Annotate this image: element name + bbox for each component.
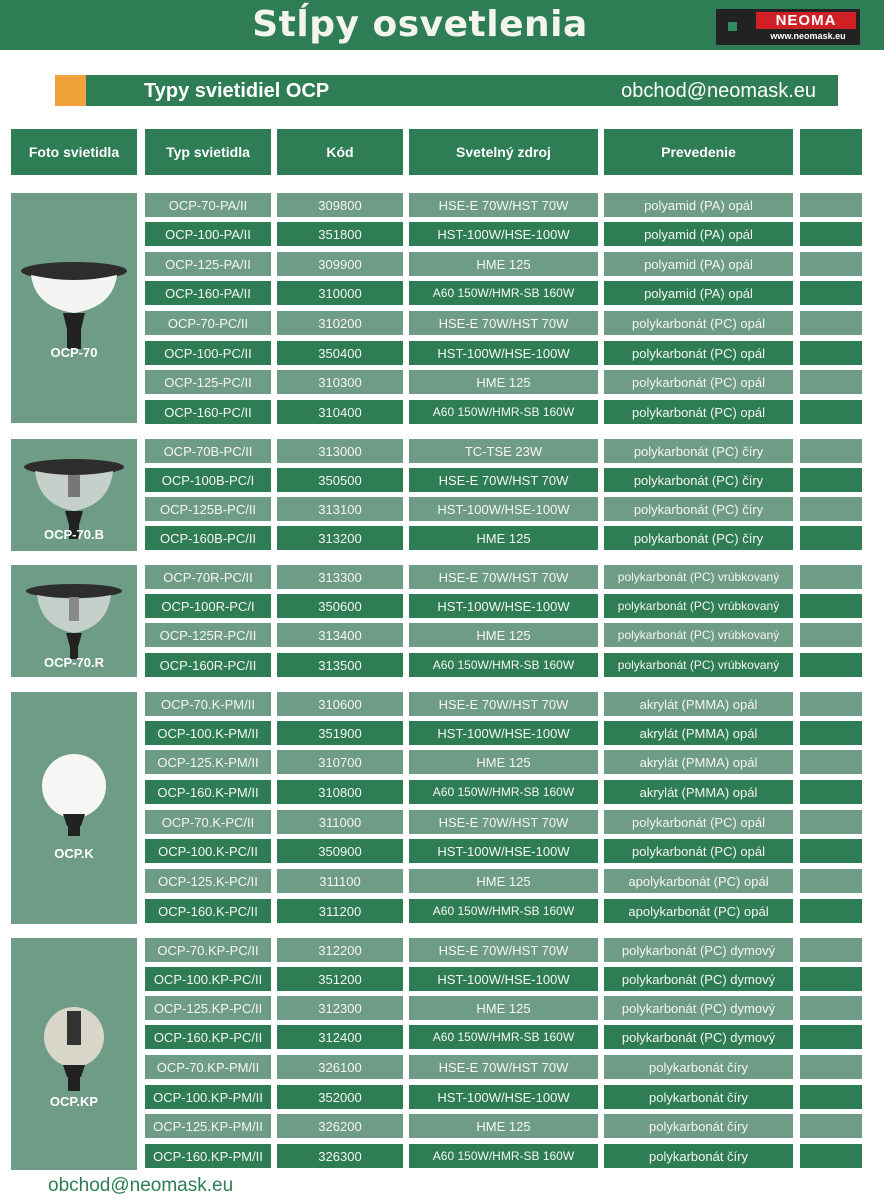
cell-prevedenie: akrylát (PMMA) opál [604, 692, 793, 716]
logo-url: www.neomask.eu [770, 31, 846, 41]
neoma-logo [716, 9, 860, 45]
cell-extra [800, 222, 862, 246]
photo-cell [11, 193, 137, 423]
cell-typ: OCP-125R-PC/II [145, 623, 271, 647]
cell-extra [800, 869, 862, 893]
cell-extra [800, 1055, 862, 1079]
cell-kod: 312400 [277, 1025, 403, 1049]
photo-cell [11, 565, 137, 677]
cell-zdroj: HME 125 [409, 869, 598, 893]
subtitle: Typy svietidiel OCP [144, 80, 330, 102]
cell-prevedenie: polyamid (PA) opál [604, 193, 793, 217]
cell-zdroj: HME 125 [409, 996, 598, 1020]
header-prevedenie: Prevedenie [604, 129, 793, 175]
cell-extra [800, 653, 862, 677]
cell-extra [800, 468, 862, 492]
header-extra [800, 129, 862, 175]
cell-extra [800, 341, 862, 365]
photo-cell [11, 938, 137, 1170]
cell-kod: 312200 [277, 938, 403, 962]
cell-typ: OCP-125.KP-PM/II [145, 1114, 271, 1138]
cell-kod: 313000 [277, 439, 403, 463]
cell-prevedenie: apolykarbonát (PC) opál [604, 899, 793, 923]
cell-zdroj: HST-100W/HSE-100W [409, 1085, 598, 1109]
cell-typ: OCP-100-PA/II [145, 222, 271, 246]
cell-zdroj: A60 150W/HMR-SB 160W [409, 653, 598, 677]
cell-kod: 351200 [277, 967, 403, 991]
cell-zdroj: HSE-E 70W/HST 70W [409, 810, 598, 834]
cell-prevedenie: polykarbonát (PC) vrúbkovaný [604, 565, 793, 589]
lamp-label: OCP-70.R [44, 655, 104, 670]
logo-name: NEOMA [756, 12, 856, 29]
cell-extra [800, 899, 862, 923]
cell-zdroj: HSE-E 70W/HST 70W [409, 938, 598, 962]
cell-zdroj: HST-100W/HSE-100W [409, 222, 598, 246]
cell-prevedenie: akrylát (PMMA) opál [604, 750, 793, 774]
cell-kod: 310400 [277, 400, 403, 424]
cell-prevedenie: polykarbonát (PC) dymový [604, 996, 793, 1020]
cell-typ: OCP-100.KP-PC/II [145, 967, 271, 991]
cell-zdroj: HST-100W/HSE-100W [409, 967, 598, 991]
cell-kod: 309800 [277, 193, 403, 217]
cell-kod: 350400 [277, 341, 403, 365]
cell-extra [800, 594, 862, 618]
cell-zdroj: HST-100W/HSE-100W [409, 497, 598, 521]
cell-kod: 313200 [277, 526, 403, 550]
header-foto: Foto svietidla [11, 129, 137, 175]
cell-typ: OCP-100.K-PC/II [145, 839, 271, 863]
cell-kod: 350900 [277, 839, 403, 863]
cell-zdroj: HME 125 [409, 526, 598, 550]
cell-prevedenie: polykarbonát (PC) opál [604, 810, 793, 834]
title-bar [0, 0, 884, 50]
cell-typ: OCP-125.K-PM/II [145, 750, 271, 774]
cell-prevedenie: polyamid (PA) opál [604, 252, 793, 276]
cell-prevedenie: polykarbonát (PC) číry [604, 439, 793, 463]
cell-prevedenie: polykarbonát (PC) vrúbkovaný [604, 623, 793, 647]
cell-zdroj: HSE-E 70W/HST 70W [409, 468, 598, 492]
cell-prevedenie: polykarbonát (PC) opál [604, 839, 793, 863]
cell-typ: OCP-100B-PC/I [145, 468, 271, 492]
cell-zdroj: HSE-E 70W/HST 70W [409, 1055, 598, 1079]
cell-typ: OCP-160.K-PC/II [145, 899, 271, 923]
photo-cell [11, 692, 137, 924]
cell-prevedenie: polykarbonát číry [604, 1085, 793, 1109]
cell-extra [800, 721, 862, 745]
cell-extra [800, 967, 862, 991]
cell-extra [800, 497, 862, 521]
cell-typ: OCP-70.KP-PM/II [145, 1055, 271, 1079]
cell-typ: OCP-70B-PC/II [145, 439, 271, 463]
cell-extra [800, 780, 862, 804]
cell-extra [800, 692, 862, 716]
cell-zdroj: HSE-E 70W/HST 70W [409, 565, 598, 589]
cell-zdroj: HSE-E 70W/HST 70W [409, 311, 598, 335]
cell-typ: OCP-70-PA/II [145, 193, 271, 217]
header-email: obchod@neomask.eu [621, 80, 816, 102]
lamp-label: OCP.KP [49, 1094, 99, 1109]
cell-typ: OCP-125.KP-PC/II [145, 996, 271, 1020]
cell-kod: 326200 [277, 1114, 403, 1138]
cell-typ: OCP-70.K-PM/II [145, 692, 271, 716]
lamp-image [11, 1003, 137, 1108]
cell-typ: OCP-160.K-PM/II [145, 780, 271, 804]
cell-typ: OCP-70R-PC/II [145, 565, 271, 589]
cell-zdroj: A60 150W/HMR-SB 160W [409, 1144, 598, 1168]
cell-zdroj: HSE-E 70W/HST 70W [409, 193, 598, 217]
cell-extra [800, 193, 862, 217]
cell-prevedenie: polykarbonát (PC) dymový [604, 967, 793, 991]
cell-kod: 311100 [277, 869, 403, 893]
cell-extra [800, 1114, 862, 1138]
cell-typ: OCP-160B-PC/II [145, 526, 271, 550]
cell-kod: 310800 [277, 780, 403, 804]
cell-typ: OCP-70.KP-PC/II [145, 938, 271, 962]
cell-typ: OCP-100.KP-PM/II [145, 1085, 271, 1109]
cell-extra [800, 400, 862, 424]
cell-extra [800, 623, 862, 647]
cell-zdroj: HST-100W/HSE-100W [409, 839, 598, 863]
cell-extra [800, 1025, 862, 1049]
cell-zdroj: HST-100W/HSE-100W [409, 594, 598, 618]
subtitle-bar [86, 75, 838, 106]
cell-kod: 352000 [277, 1085, 403, 1109]
cell-prevedenie: polykarbonát (PC) opál [604, 311, 793, 335]
cell-zdroj: HST-100W/HSE-100W [409, 341, 598, 365]
cell-kod: 311200 [277, 899, 403, 923]
lamp-label: OCP-70.B [44, 527, 104, 542]
page-title: Stĺpy osvetlenia [252, 4, 588, 45]
cell-typ: OCP-125-PC/II [145, 370, 271, 394]
cell-typ: OCP-100.K-PM/II [145, 721, 271, 745]
cell-prevedenie: polykarbonát (PC) opál [604, 370, 793, 394]
cell-extra [800, 750, 862, 774]
cell-typ: OCP-70.K-PC/II [145, 810, 271, 834]
lamp-label: OCP.K [54, 846, 94, 861]
cell-kod: 310000 [277, 281, 403, 305]
cell-zdroj: HME 125 [409, 623, 598, 647]
cell-zdroj: HME 125 [409, 252, 598, 276]
cell-prevedenie: akrylát (PMMA) opál [604, 780, 793, 804]
cell-kod: 310600 [277, 692, 403, 716]
cell-extra [800, 810, 862, 834]
cell-prevedenie: polykarbonát číry [604, 1114, 793, 1138]
cell-prevedenie: polykarbonát (PC) opál [604, 400, 793, 424]
cell-prevedenie: polykarbonát (PC) opál [604, 341, 793, 365]
cell-kod: 313300 [277, 565, 403, 589]
cell-typ: OCP-100-PC/II [145, 341, 271, 365]
cell-kod: 326300 [277, 1144, 403, 1168]
cell-zdroj: A60 150W/HMR-SB 160W [409, 400, 598, 424]
cell-typ: OCP-160-PA/II [145, 281, 271, 305]
cell-zdroj: TC-TSE 23W [409, 439, 598, 463]
cell-kod: 351800 [277, 222, 403, 246]
cell-zdroj: HST-100W/HSE-100W [409, 721, 598, 745]
cell-extra [800, 439, 862, 463]
cell-typ: OCP-160.KP-PC/II [145, 1025, 271, 1049]
cell-kod: 312300 [277, 996, 403, 1020]
cell-extra [800, 1085, 862, 1109]
cell-prevedenie: polykarbonát (PC) dymový [604, 938, 793, 962]
lamp-label: OCP-70 [50, 345, 98, 360]
cell-prevedenie: polykarbonát číry [604, 1144, 793, 1168]
header-kod: Kód [277, 129, 403, 175]
cell-zdroj: A60 150W/HMR-SB 160W [409, 281, 598, 305]
cell-kod: 326100 [277, 1055, 403, 1079]
cell-typ: OCP-125.K-PC/II [145, 869, 271, 893]
cell-prevedenie: polykarbonát (PC) číry [604, 468, 793, 492]
cell-extra [800, 311, 862, 335]
cell-extra [800, 565, 862, 589]
cell-kod: 313100 [277, 497, 403, 521]
cell-zdroj: A60 150W/HMR-SB 160W [409, 780, 598, 804]
cell-zdroj: A60 150W/HMR-SB 160W [409, 899, 598, 923]
cell-kod: 309900 [277, 252, 403, 276]
cell-extra [800, 938, 862, 962]
cell-kod: 350500 [277, 468, 403, 492]
cell-extra [800, 996, 862, 1020]
cell-typ: OCP-125-PA/II [145, 252, 271, 276]
cell-prevedenie: polykarbonát (PC) vrúbkovaný [604, 594, 793, 618]
cell-prevedenie: polykarbonát číry [604, 1055, 793, 1079]
cell-extra [800, 281, 862, 305]
cell-extra [800, 526, 862, 550]
cell-extra [800, 1144, 862, 1168]
cell-kod: 310300 [277, 370, 403, 394]
cell-extra [800, 370, 862, 394]
footer-email: obchod@neomask.eu [48, 1175, 234, 1196]
cell-prevedenie: polyamid (PA) opál [604, 281, 793, 305]
cell-prevedenie: polykarbonát (PC) dymový [604, 1025, 793, 1049]
cell-typ: OCP-160-PC/II [145, 400, 271, 424]
cell-prevedenie: polykarbonát (PC) číry [604, 526, 793, 550]
cell-extra [800, 839, 862, 863]
cell-kod: 313500 [277, 653, 403, 677]
photo-cell [11, 439, 137, 551]
cell-kod: 350600 [277, 594, 403, 618]
cell-typ: OCP-70-PC/II [145, 311, 271, 335]
cell-kod: 310700 [277, 750, 403, 774]
cell-typ: OCP-125B-PC/II [145, 497, 271, 521]
cell-zdroj: A60 150W/HMR-SB 160W [409, 1025, 598, 1049]
header-zdroj: Svetelný zdroj [409, 129, 598, 175]
logo-square-icon [728, 22, 737, 31]
cell-prevedenie: apolykarbonát (PC) opál [604, 869, 793, 893]
orange-accent-block [55, 75, 86, 106]
cell-prevedenie: polyamid (PA) opál [604, 222, 793, 246]
cell-kod: 311000 [277, 810, 403, 834]
lamp-image [11, 453, 137, 558]
cell-zdroj: HME 125 [409, 1114, 598, 1138]
cell-typ: OCP-160R-PC/II [145, 653, 271, 677]
lamp-image [11, 752, 137, 857]
cell-prevedenie: akrylát (PMMA) opál [604, 721, 793, 745]
cell-kod: 313400 [277, 623, 403, 647]
cell-zdroj: HSE-E 70W/HST 70W [409, 692, 598, 716]
cell-prevedenie: polykarbonát (PC) číry [604, 497, 793, 521]
cell-zdroj: HME 125 [409, 370, 598, 394]
cell-typ: OCP-100R-PC/I [145, 594, 271, 618]
cell-kod: 351900 [277, 721, 403, 745]
cell-extra [800, 252, 862, 276]
cell-prevedenie: polykarbonát (PC) vrúbkovaný [604, 653, 793, 677]
header-typ: Typ svietidla [145, 129, 271, 175]
cell-typ: OCP-160.KP-PM/II [145, 1144, 271, 1168]
cell-zdroj: HME 125 [409, 750, 598, 774]
cell-kod: 310200 [277, 311, 403, 335]
